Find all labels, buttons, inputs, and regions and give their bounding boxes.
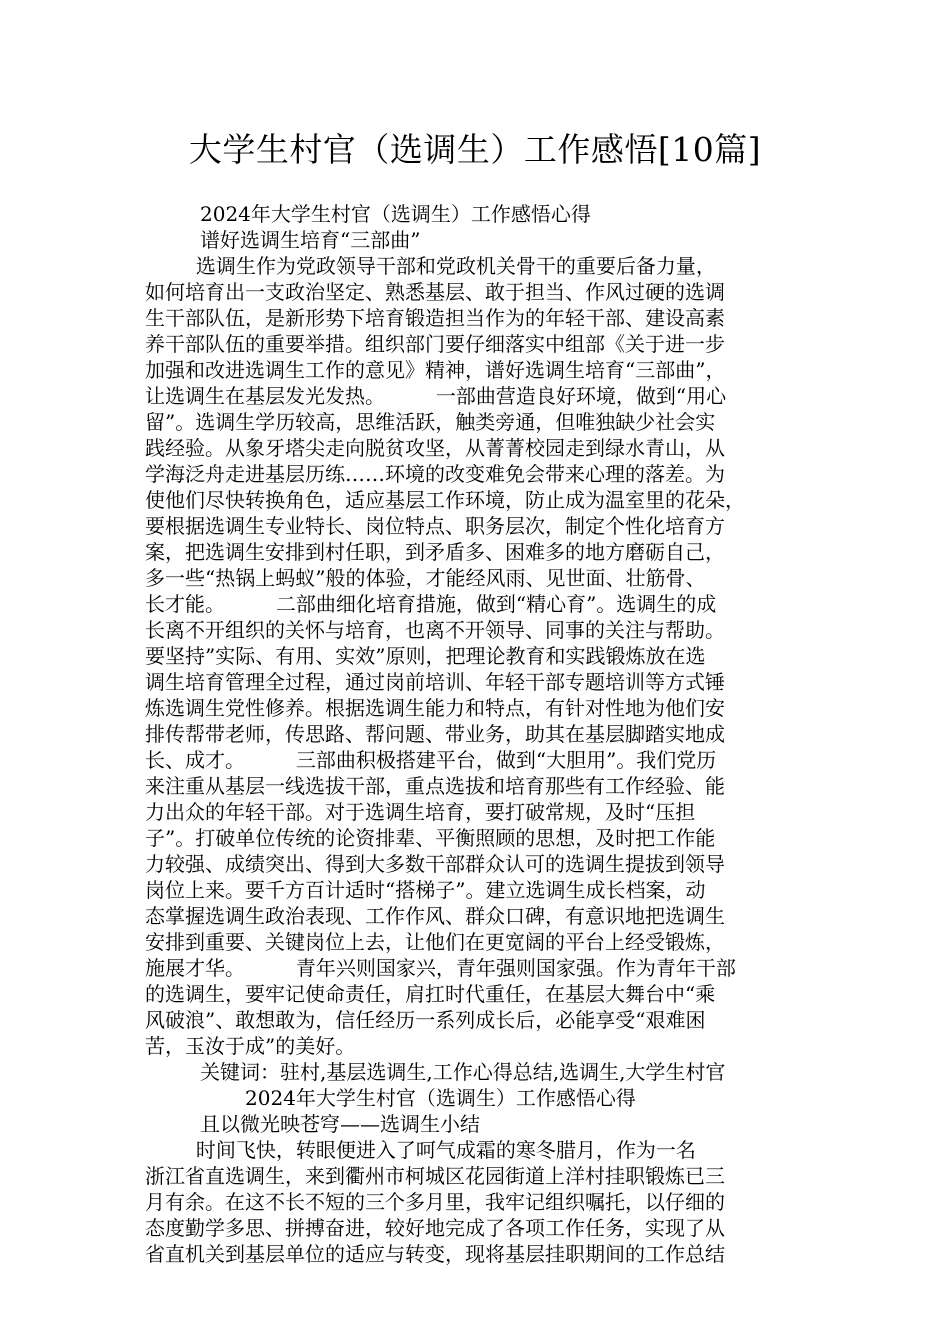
paragraph-line: 长离不开组织的关怀与培育，也离不开领导、同事的关注与帮助。 <box>145 618 725 642</box>
paragraph-line: 排传帮带老师，传思路、帮问题、带业务，助其在基层脚踏实地成 <box>145 722 725 746</box>
section-heading: 2024年大学生村官（选调生）工作感悟心得 <box>245 1086 636 1110</box>
paragraph-line: 要坚持”实际、有用、实效”原则，把理论教育和实践锻炼放在选 <box>145 644 706 668</box>
section-heading: 2024年大学生村官（选调生）工作感悟心得 <box>200 202 591 226</box>
paragraph-line: 如何培育出一支政治坚定、熟悉基层、敢于担当、作风过硬的选调 <box>145 280 725 304</box>
paragraph-line: 长才能。 二部曲细化培育措施，做到“精心育”。选调生的成 <box>145 592 717 616</box>
paragraph-line: 使他们尽快转换角色，适应基层工作环境，防止成为温室里的花朵， <box>145 488 745 512</box>
paragraph-line: 省直机关到基层单位的适应与转变，现将基层挂职期间的工作总结 <box>145 1242 725 1266</box>
paragraph-line: 选调生作为党政领导干部和党政机关骨干的重要后备力量， <box>145 254 716 278</box>
paragraph-line: 生干部队伍，是新形势下培育锻造担当作为的年轻干部、建设高素 <box>145 306 725 330</box>
paragraph-line: 浙江省直选调生，来到衢州市柯城区花园街道上洋村挂职锻炼已三 <box>145 1164 725 1188</box>
section-subheading: 且以微光映苍穹——选调生小结 <box>200 1112 480 1136</box>
paragraph-line: 要根据选调生专业特长、岗位特点、职务层次，制定个性化培育方 <box>145 514 725 538</box>
paragraph-line: 案，把选调生安排到村任职，到矛盾多、困难多的地方磨砺自己， <box>145 540 725 564</box>
document-title: 大学生村官（选调生）工作感悟[10篇] <box>188 130 762 169</box>
paragraph-line: 子”。打破单位传统的论资排辈、平衡照顾的思想，及时把工作能 <box>145 826 716 850</box>
paragraph-line: 学海泛舟走进基层历练……环境的改变难免会带来心理的落差。为 <box>145 462 725 486</box>
paragraph-line: 岗位上来。要千方百计适时“搭梯子”。建立选调生成长档案，动 <box>145 878 706 902</box>
section-subheading: 谱好选调生培育“三部曲” <box>200 228 421 252</box>
paragraph-line: 月有余。在这不长不短的三个多月里，我牢记组织嘱托，以仔细的 <box>145 1190 725 1214</box>
paragraph-line: 加强和改进选调生工作的意见》精神，谱好选调生培育“三部曲”， <box>145 358 726 382</box>
paragraph-line: 来注重从基层一线选拔干部，重点选拔和培育那些有工作经验、能 <box>145 774 725 798</box>
paragraph-line: 让选调生在基层发光发热。 一部曲营造良好环境，做到“用心 <box>145 384 727 408</box>
paragraph-line: 调生培育管理全过程，通过岗前培训、年轻干部专题培训等方式锤 <box>145 670 725 694</box>
keywords-line: 关键词：驻村,基层选调生,工作心得总结,选调生,大学生村官 <box>200 1060 726 1084</box>
paragraph-line: 的选调生，要牢记使命责任，肩扛时代重任，在基层大舞台中“乘 <box>145 982 716 1006</box>
paragraph-line: 力较强、成绩突出、得到大多数干部群众认可的选调生提拔到领导 <box>145 852 725 876</box>
paragraph-line: 力出众的年轻干部。对于选调生培育，要打破常规，及时“压担 <box>145 800 696 824</box>
paragraph-line: 态掌握选调生政治表现、工作作风、群众口碑，有意识地把选调生 <box>145 904 725 928</box>
paragraph-line: 苦，玉汝于成”的美好。 <box>145 1034 356 1058</box>
paragraph-line: 施展才华。 青年兴则国家兴，青年强则国家强。作为青年干部 <box>145 956 736 980</box>
paragraph-line: 践经验。从象牙塔尖走向脱贫攻坚，从菁菁校园走到绿水青山，从 <box>145 436 725 460</box>
paragraph-line: 长、成才。 三部曲积极搭建平台，做到“大胆用”。我们党历 <box>145 748 717 772</box>
paragraph-line: 多一些“热锅上蚂蚁”般的体验，才能经风雨、见世面、壮筋骨、 <box>145 566 706 590</box>
paragraph-line: 安排到重要、关键岗位上去，让他们在更宽阔的平台上经受锻炼， <box>145 930 725 954</box>
paragraph-line: 时间飞快，转眼便进入了呵气成霜的寒冬腊月，作为一名 <box>145 1138 696 1162</box>
paragraph-line: 养干部队伍的重要举措。组织部门要仔细落实中组部《关于进一步 <box>145 332 725 356</box>
paragraph-line: 态度勤学多思、拼搏奋进，较好地完成了各项工作任务，实现了从 <box>145 1216 725 1240</box>
paragraph-line: 风破浪”、敢想敢为，信任经历一系列成长后，必能享受“艰难困 <box>145 1008 706 1032</box>
paragraph-line: 炼选调生党性修养。根据选调生能力和特点，有针对性地为他们安 <box>145 696 725 720</box>
paragraph-line: 留”。选调生学历较高，思维活跃，触类旁通，但唯独缺少社会实 <box>145 410 716 434</box>
